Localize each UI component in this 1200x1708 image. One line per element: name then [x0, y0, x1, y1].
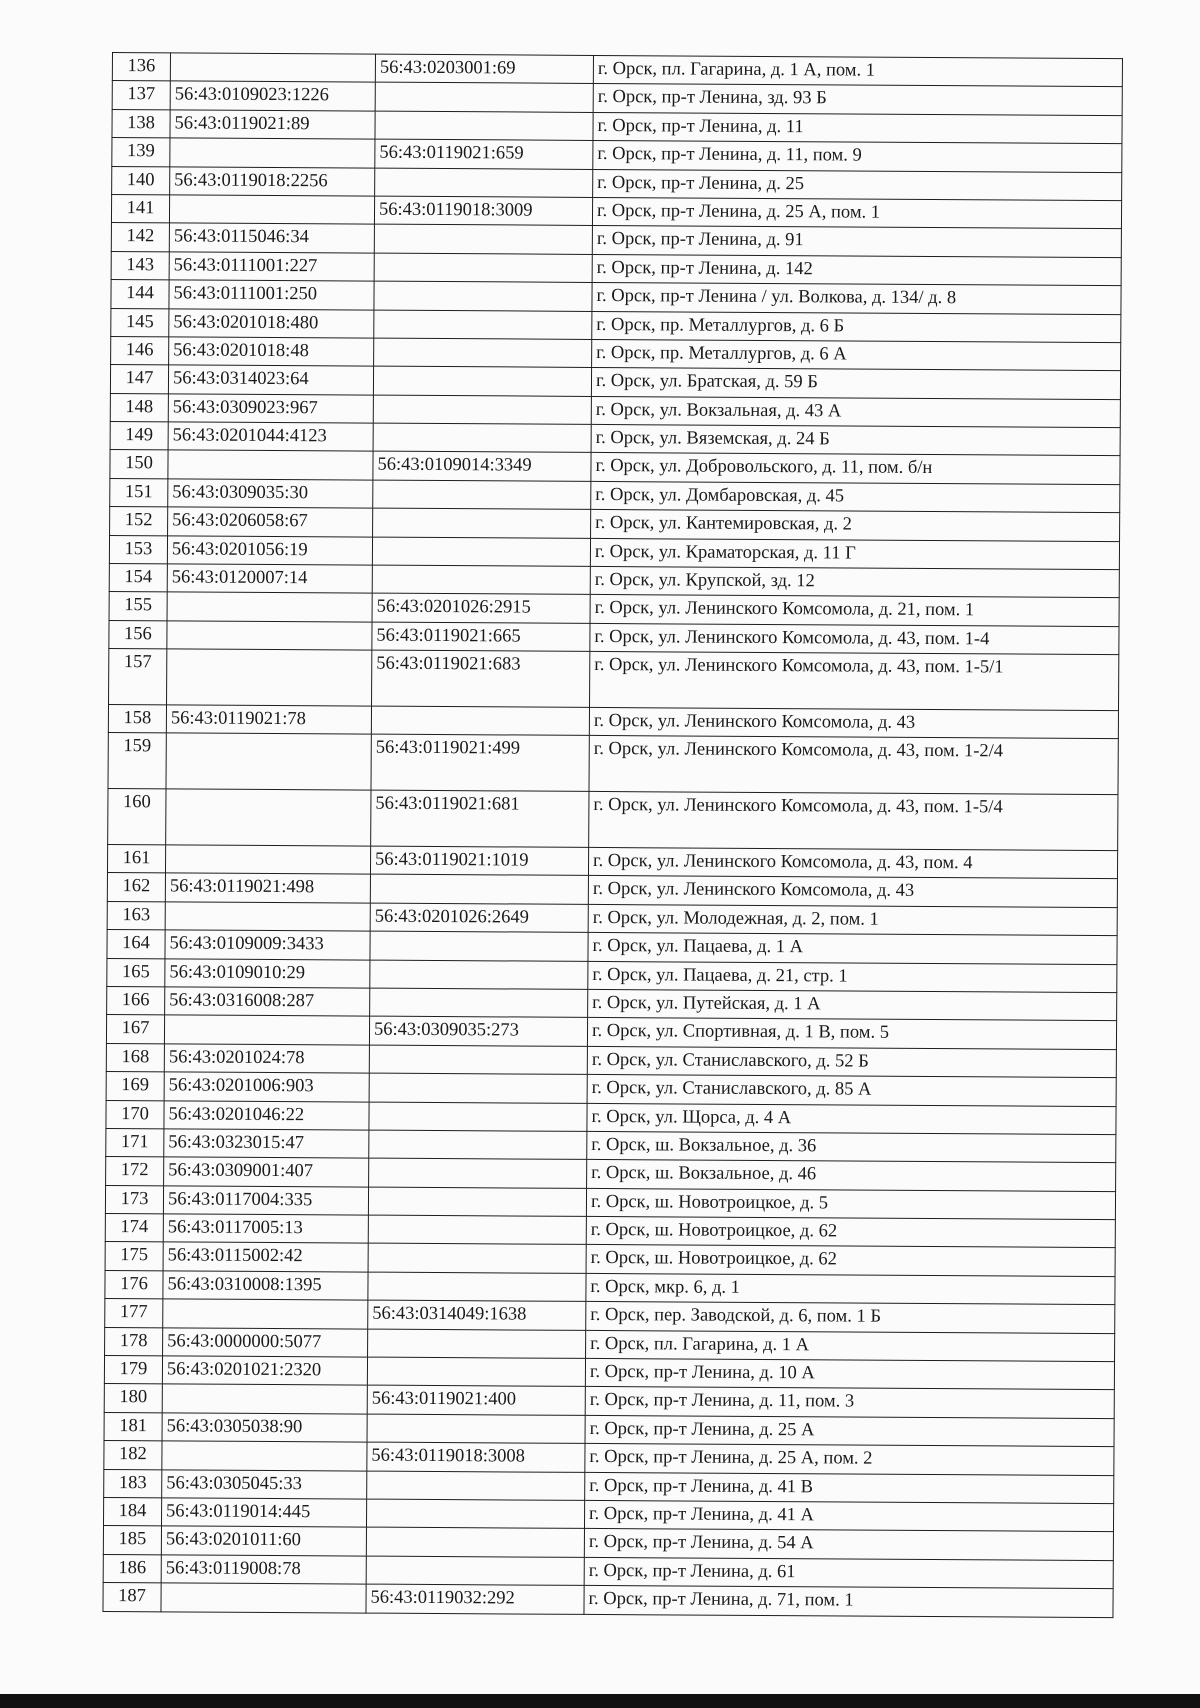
- row-number-cell: 142: [111, 223, 169, 252]
- address-cell: г. Орск, пр. Металлургов, д. 6 Б: [592, 311, 1121, 343]
- object-cadastral-number-cell: [369, 1158, 587, 1188]
- object-cadastral-number-cell: [374, 281, 592, 311]
- row-number-cell: 167: [106, 1015, 164, 1044]
- land-cadastral-number-cell: 56:43:0309035:30: [168, 479, 373, 509]
- address-cell: г. Орск, ул. Ленинского Комсомола, д. 43: [588, 876, 1117, 908]
- address-cell: г. Орск, ш. Новотроицкое, д. 62: [586, 1216, 1115, 1248]
- row-number-cell: 183: [104, 1469, 162, 1498]
- address-cell: г. Орск, пр-т Ленина, д. 71, пом. 1: [584, 1586, 1113, 1618]
- land-cadastral-number-cell: [169, 195, 374, 225]
- table-body: [103, 53, 1123, 1618]
- object-cadastral-number-cell: 56:43:0119018:3009: [374, 196, 592, 226]
- row-number-cell: 162: [107, 873, 165, 902]
- address-cell: г. Орск, ул. Добровольского, д. 11, пом. б/н: [591, 453, 1120, 485]
- object-cadastral-number-cell: 56:43:0119021:1019: [370, 846, 588, 876]
- object-cadastral-number-cell: [369, 1130, 587, 1160]
- address-cell: г. Орск, ул. Ленинского Комсомола, д. 43, пом. 1-2/4: [589, 736, 1118, 795]
- land-cadastral-number-cell: 56:43:0305038:90: [162, 1413, 367, 1443]
- land-cadastral-number-cell: 56:43:0109023:1226: [170, 81, 375, 111]
- scan-bottom-edge: [0, 1694, 1200, 1708]
- row-number-cell: 177: [105, 1299, 163, 1328]
- land-cadastral-number-cell: 56:43:0119008:78: [161, 1555, 366, 1585]
- address-cell: г. Орск, ул. Ленинского Комсомола, д. 43, пом. 1-5/4: [589, 792, 1118, 851]
- row-number-cell: 176: [105, 1270, 163, 1299]
- address-cell: г. Орск, ул. Станиславского, д. 85 А: [587, 1075, 1116, 1107]
- land-cadastral-number-cell: 56:43:0201024:78: [164, 1044, 369, 1074]
- land-cadastral-number-cell: 56:43:0201056:19: [167, 535, 372, 565]
- object-cadastral-number-cell: [369, 1045, 587, 1075]
- row-number-cell: 165: [107, 958, 165, 987]
- object-cadastral-number-cell: [370, 988, 588, 1018]
- row-number-cell: 143: [111, 251, 169, 280]
- object-cadastral-number-cell: [375, 82, 593, 112]
- row-number-cell: 137: [112, 81, 170, 110]
- address-cell: г. Орск, мкр. 6, д. 1: [586, 1273, 1115, 1305]
- address-cell: г. Орск, ул. Братская, д. 59 Б: [591, 368, 1120, 400]
- address-cell: г. Орск, пр-т Ленина, д. 11: [593, 112, 1122, 144]
- address-cell: г. Орск, пр-т Ленина, зд. 93 Б: [593, 84, 1122, 116]
- row-number-cell: 156: [109, 620, 167, 649]
- land-cadastral-number-cell: 56:43:0201011:60: [161, 1526, 366, 1556]
- object-cadastral-number-cell: [373, 395, 591, 425]
- row-number-cell: 152: [110, 507, 168, 536]
- table-row: [108, 733, 1118, 795]
- land-cadastral-number-cell: 56:43:0201018:48: [169, 337, 374, 367]
- land-cadastral-number-cell: 56:43:0309023:967: [168, 394, 373, 424]
- land-cadastral-number-cell: 56:43:0111001:250: [169, 280, 374, 310]
- object-cadastral-number-cell: [368, 1272, 586, 1302]
- address-cell: г. Орск, ул. Ленинского Комсомола, д. 43, пом. 1-4: [590, 623, 1119, 655]
- land-cadastral-number-cell: [166, 789, 371, 846]
- land-cadastral-number-cell: 56:43:0201044:4123: [168, 422, 373, 452]
- object-cadastral-number-cell: [371, 706, 589, 736]
- row-number-cell: 141: [111, 194, 169, 223]
- property-registry-table: [102, 52, 1123, 1618]
- row-number-cell: 182: [104, 1441, 162, 1470]
- object-cadastral-number-cell: 56:43:0119021:400: [367, 1385, 585, 1415]
- land-cadastral-number-cell: 56:43:0115046:34: [169, 223, 374, 253]
- row-number-cell: 184: [103, 1497, 161, 1526]
- row-number-cell: 145: [111, 308, 169, 337]
- land-cadastral-number-cell: 56:43:0119021:498: [165, 873, 370, 903]
- address-cell: г. Орск, пл. Гагарина, д. 1 А: [586, 1330, 1115, 1362]
- row-number-cell: 147: [110, 365, 168, 394]
- address-cell: г. Орск, ул. Крупской, зд. 12: [590, 566, 1119, 598]
- object-cadastral-number-cell: 56:43:0119021:683: [372, 650, 590, 707]
- land-cadastral-number-cell: 56:43:0119021:78: [166, 705, 371, 735]
- object-cadastral-number-cell: 56:43:0119018:3008: [367, 1442, 585, 1472]
- object-cadastral-number-cell: [369, 1073, 587, 1103]
- address-cell: г. Орск, ул. Кантемировская, д. 2: [591, 510, 1120, 542]
- object-cadastral-number-cell: [373, 423, 591, 453]
- land-cadastral-number-cell: [165, 902, 370, 932]
- object-cadastral-number-cell: [368, 1187, 586, 1217]
- table-row: [108, 789, 1118, 851]
- land-cadastral-number-cell: 56:43:0201018:480: [169, 308, 374, 338]
- address-cell: г. Орск, пр-т Ленина, д. 25: [593, 169, 1122, 201]
- address-cell: г. Орск, ул. Молодежная, д. 2, пом. 1: [588, 904, 1117, 936]
- object-cadastral-number-cell: [369, 1102, 587, 1132]
- object-cadastral-number-cell: [366, 1556, 584, 1586]
- object-cadastral-number-cell: 56:43:0119021:665: [372, 622, 590, 652]
- land-cadastral-number-cell: 56:43:0310008:1395: [163, 1271, 368, 1301]
- address-cell: г. Орск, пр-т Ленина, д. 10 А: [585, 1358, 1114, 1390]
- row-number-cell: 186: [103, 1554, 161, 1583]
- land-cadastral-number-cell: [161, 1583, 366, 1613]
- land-cadastral-number-cell: 56:43:0000000:5077: [163, 1327, 368, 1357]
- address-cell: г. Орск, пер. Заводской, д. 6, пом. 1 Б: [586, 1302, 1115, 1334]
- row-number-cell: 155: [109, 592, 167, 621]
- row-number-cell: 148: [110, 393, 168, 422]
- row-number-cell: 180: [104, 1384, 162, 1413]
- address-cell: г. Орск, ш. Вокзальное, д. 36: [587, 1131, 1116, 1163]
- land-cadastral-number-cell: [163, 1299, 368, 1329]
- address-cell: г. Орск, пр-т Ленина, д. 54 А: [584, 1529, 1113, 1561]
- land-cadastral-number-cell: 56:43:0120007:14: [167, 564, 372, 594]
- land-cadastral-number-cell: [167, 649, 372, 706]
- row-number-cell: 172: [106, 1157, 164, 1186]
- object-cadastral-number-cell: 56:43:0109014:3349: [373, 452, 591, 482]
- object-cadastral-number-cell: 56:43:0119021:681: [371, 790, 589, 847]
- land-cadastral-number-cell: 56:43:0314023:64: [168, 365, 373, 395]
- object-cadastral-number-cell: [373, 366, 591, 396]
- address-cell: г. Орск, пл. Гагарина, д. 1 А, пом. 1: [593, 55, 1122, 87]
- object-cadastral-number-cell: [367, 1471, 585, 1501]
- row-number-cell: 159: [108, 733, 166, 789]
- land-cadastral-number-cell: [170, 138, 375, 168]
- row-number-cell: 136: [112, 53, 170, 82]
- row-number-cell: 175: [105, 1242, 163, 1271]
- address-cell: г. Орск, ул. Ленинского Комсомола, д. 21, пом. 1: [590, 595, 1119, 627]
- table-row: [109, 649, 1119, 711]
- object-cadastral-number-cell: 56:43:0203001:69: [375, 54, 593, 84]
- land-cadastral-number-cell: [167, 621, 372, 651]
- address-cell: г. Орск, пр. Металлургов, д. 6 А: [592, 339, 1121, 371]
- row-number-cell: 160: [108, 789, 166, 845]
- object-cadastral-number-cell: [374, 338, 592, 368]
- address-cell: г. Орск, пр-т Ленина, д. 41 А: [584, 1500, 1113, 1532]
- land-cadastral-number-cell: 56:43:0323015:47: [164, 1129, 369, 1159]
- land-cadastral-number-cell: 56:43:0109009:3433: [165, 930, 370, 960]
- address-cell: г. Орск, пр-т Ленина, д. 25 А, пом. 2: [585, 1444, 1114, 1476]
- object-cadastral-number-cell: 56:43:0201026:2649: [370, 903, 588, 933]
- object-cadastral-number-cell: [368, 1215, 586, 1245]
- address-cell: г. Орск, пр-т Ленина, д. 142: [592, 254, 1121, 286]
- object-cadastral-number-cell: [372, 565, 590, 595]
- land-cadastral-number-cell: 56:43:0316008:287: [165, 987, 370, 1017]
- object-cadastral-number-cell: 56:43:0309035:273: [369, 1016, 587, 1046]
- land-cadastral-number-cell: [164, 1015, 369, 1045]
- land-cadastral-number-cell: 56:43:0201021:2320: [162, 1356, 367, 1386]
- address-cell: г. Орск, ул. Вяземская, д. 24 Б: [591, 425, 1120, 457]
- object-cadastral-number-cell: [366, 1527, 584, 1557]
- land-cadastral-number-cell: 56:43:0119018:2256: [170, 166, 375, 196]
- row-number-cell: 150: [110, 450, 168, 479]
- object-cadastral-number-cell: [373, 480, 591, 510]
- row-number-cell: 178: [105, 1327, 163, 1356]
- row-number-cell: 171: [106, 1128, 164, 1157]
- row-number-cell: 153: [109, 535, 167, 564]
- land-cadastral-number-cell: 56:43:0201046:22: [164, 1100, 369, 1130]
- address-cell: г. Орск, ул. Пацаева, д. 21, стр. 1: [588, 961, 1117, 993]
- address-cell: г. Орск, ул. Щорса, д. 4 А: [587, 1103, 1116, 1135]
- row-number-cell: 170: [106, 1100, 164, 1129]
- row-number-cell: 179: [104, 1355, 162, 1384]
- address-cell: г. Орск, пр-т Ленина, д. 41 В: [585, 1472, 1114, 1504]
- land-cadastral-number-cell: [162, 1384, 367, 1414]
- object-cadastral-number-cell: 56:43:0314049:1638: [368, 1300, 586, 1330]
- address-cell: г. Орск, пр-т Ленина, д. 91: [592, 226, 1121, 258]
- object-cadastral-number-cell: [367, 1414, 585, 1444]
- row-number-cell: 181: [104, 1412, 162, 1441]
- row-number-cell: 161: [107, 844, 165, 873]
- address-cell: г. Орск, ул. Вокзальная, д. 43 А: [591, 396, 1120, 428]
- address-cell: г. Орск, пр-т Ленина, д. 25 А, пом. 1: [592, 197, 1121, 229]
- object-cadastral-number-cell: [374, 224, 592, 254]
- object-cadastral-number-cell: 56:43:0119021:499: [371, 734, 589, 791]
- table-row: [103, 1583, 1113, 1618]
- address-cell: г. Орск, пр-т Ленина, д. 11, пом. 9: [593, 141, 1122, 173]
- land-cadastral-number-cell: [170, 53, 375, 83]
- land-cadastral-number-cell: 56:43:0117005:13: [163, 1214, 368, 1244]
- object-cadastral-number-cell: [373, 508, 591, 538]
- object-cadastral-number-cell: 56:43:0119021:659: [375, 139, 593, 169]
- land-cadastral-number-cell: [166, 733, 371, 790]
- row-number-cell: 174: [105, 1214, 163, 1243]
- object-cadastral-number-cell: [374, 310, 592, 340]
- address-cell: г. Орск, ул. Краматорская, д. 11 Г: [590, 538, 1119, 570]
- object-cadastral-number-cell: [375, 168, 593, 198]
- land-cadastral-number-cell: 56:43:0109010:29: [165, 958, 370, 988]
- address-cell: г. Орск, ул. Ленинского Комсомола, д. 43, пом. 1-5/1: [590, 652, 1119, 711]
- row-number-cell: 166: [107, 986, 165, 1015]
- address-cell: г. Орск, пр-т Ленина, д. 11, пом. 3: [585, 1387, 1114, 1419]
- address-cell: г. Орск, ул. Станиславского, д. 52 Б: [587, 1046, 1116, 1078]
- land-cadastral-number-cell: 56:43:0115002:42: [163, 1242, 368, 1272]
- address-cell: г. Орск, пр-т Ленина, д. 61: [584, 1557, 1113, 1589]
- object-cadastral-number-cell: [368, 1244, 586, 1274]
- land-cadastral-number-cell: 56:43:0119014:445: [161, 1498, 366, 1528]
- land-cadastral-number-cell: 56:43:0117004:335: [163, 1186, 368, 1216]
- row-number-cell: 173: [105, 1185, 163, 1214]
- row-number-cell: 139: [112, 138, 170, 167]
- row-number-cell: 168: [106, 1043, 164, 1072]
- land-cadastral-number-cell: 56:43:0119021:89: [170, 110, 375, 140]
- row-number-cell: 140: [112, 166, 170, 195]
- address-cell: г. Орск, ул. Ленинского Комсомола, д. 43: [589, 707, 1118, 739]
- row-number-cell: 158: [108, 704, 166, 733]
- land-cadastral-number-cell: 56:43:0206058:67: [168, 507, 373, 537]
- object-cadastral-number-cell: [368, 1329, 586, 1359]
- address-cell: г. Орск, ул. Ленинского Комсомола, д. 43, пом. 4: [588, 847, 1117, 879]
- address-cell: г. Орск, пр-т Ленина / ул. Волкова, д. 134/ д. 8: [592, 283, 1121, 315]
- address-cell: г. Орск, пр-т Ленина, д. 25 А: [585, 1415, 1114, 1447]
- row-number-cell: 154: [109, 564, 167, 593]
- address-cell: г. Орск, ул. Спортивная, д. 1 В, пом. 5: [587, 1018, 1116, 1050]
- row-number-cell: 151: [110, 478, 168, 507]
- land-cadastral-number-cell: 56:43:0201006:903: [164, 1072, 369, 1102]
- land-cadastral-number-cell: [167, 592, 372, 622]
- object-cadastral-number-cell: [375, 111, 593, 141]
- object-cadastral-number-cell: [370, 960, 588, 990]
- row-number-cell: 149: [110, 422, 168, 451]
- row-number-cell: 169: [106, 1072, 164, 1101]
- row-number-cell: 187: [103, 1583, 161, 1612]
- address-cell: г. Орск, ш. Новотроицкое, д. 62: [586, 1245, 1115, 1277]
- row-number-cell: 163: [107, 901, 165, 930]
- object-cadastral-number-cell: 56:43:0119032:292: [366, 1584, 584, 1614]
- land-cadastral-number-cell: [162, 1441, 367, 1471]
- address-cell: г. Орск, ул. Домбаровская, д. 45: [591, 481, 1120, 513]
- row-number-cell: 157: [109, 649, 167, 705]
- object-cadastral-number-cell: [372, 537, 590, 567]
- address-cell: г. Орск, ш. Новотроицкое, д. 5: [586, 1188, 1115, 1220]
- land-cadastral-number-cell: 56:43:0111001:227: [169, 252, 374, 282]
- object-cadastral-number-cell: 56:43:0201026:2915: [372, 594, 590, 624]
- row-number-cell: 185: [103, 1526, 161, 1555]
- row-number-cell: 146: [111, 336, 169, 365]
- object-cadastral-number-cell: [370, 874, 588, 904]
- row-number-cell: 164: [107, 930, 165, 959]
- land-cadastral-number-cell: [168, 450, 373, 480]
- row-number-cell: 138: [112, 109, 170, 138]
- address-cell: г. Орск, ул. Путейская, д. 1 А: [588, 989, 1117, 1021]
- object-cadastral-number-cell: [374, 253, 592, 283]
- address-cell: г. Орск, ш. Вокзальное, д. 46: [587, 1160, 1116, 1192]
- land-cadastral-number-cell: 56:43:0309001:407: [164, 1157, 369, 1187]
- row-number-cell: 144: [111, 280, 169, 309]
- object-cadastral-number-cell: [370, 931, 588, 961]
- object-cadastral-number-cell: [366, 1499, 584, 1529]
- object-cadastral-number-cell: [367, 1357, 585, 1387]
- land-cadastral-number-cell: [165, 845, 370, 875]
- address-cell: г. Орск, ул. Пацаева, д. 1 А: [588, 933, 1117, 965]
- land-cadastral-number-cell: 56:43:0305045:33: [162, 1469, 367, 1499]
